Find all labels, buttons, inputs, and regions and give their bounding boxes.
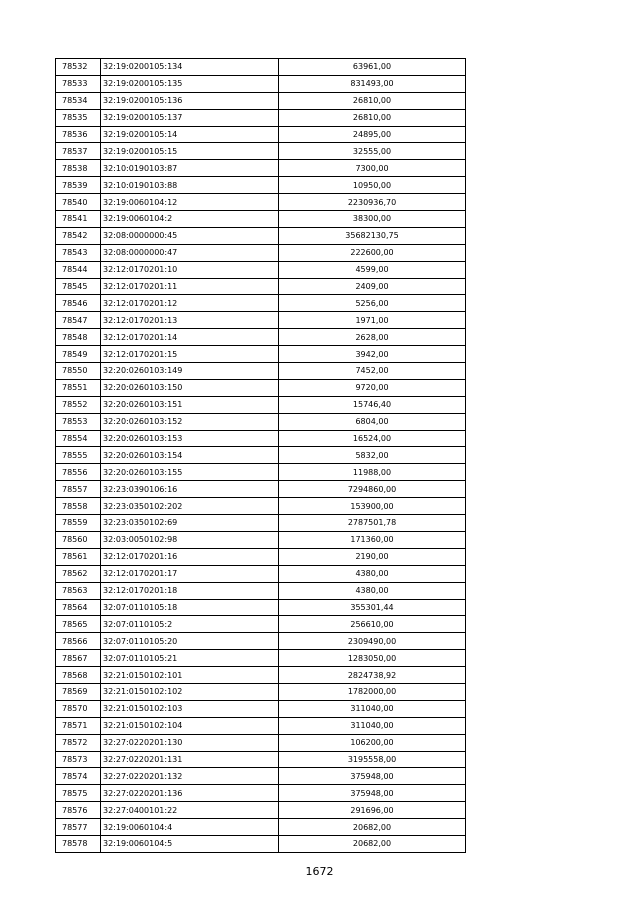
table-row — [56, 768, 466, 785]
table-row — [56, 59, 466, 76]
cadastral-number-cell: 32:08:0000000:45 — [101, 227, 279, 244]
table-row — [56, 802, 466, 819]
row-number-cell: 78543 — [56, 244, 101, 261]
cadastral-value-cell: 7294860,00 — [279, 481, 466, 498]
row-number-cell: 78569 — [56, 683, 101, 700]
cadastral-value-cell: 2309490,00 — [279, 633, 466, 650]
cadastral-number-cell: 32:19:0200105:135 — [101, 75, 279, 92]
row-number-cell: 78532 — [56, 59, 101, 76]
page-number: 1672 — [305, 865, 334, 878]
row-number-cell: 78535 — [56, 109, 101, 126]
table-row — [56, 430, 466, 447]
row-number-cell: 78545 — [56, 278, 101, 295]
cadastral-value-cell: 2409,00 — [279, 278, 466, 295]
cadastral-number-cell: 32:20:0260103:149 — [101, 363, 279, 380]
row-number-cell: 78541 — [56, 211, 101, 228]
row-number-cell: 78565 — [56, 616, 101, 633]
row-number-cell: 78563 — [56, 582, 101, 599]
row-number-cell: 78533 — [56, 75, 101, 92]
cadastral-number-cell: 32:27:0220201:136 — [101, 785, 279, 802]
table-row — [56, 379, 466, 396]
table-row — [56, 126, 466, 143]
cadastral-value-cell: 106200,00 — [279, 734, 466, 751]
cadastral-value-cell: 11988,00 — [279, 464, 466, 481]
row-number-cell: 78559 — [56, 515, 101, 532]
table-row — [56, 734, 466, 751]
table-row — [56, 295, 466, 312]
table-row — [56, 633, 466, 650]
row-number-cell: 78578 — [56, 835, 101, 852]
cadastral-value-cell: 291696,00 — [279, 802, 466, 819]
table-row — [56, 717, 466, 734]
table-row — [56, 515, 466, 532]
row-number-cell: 78568 — [56, 667, 101, 684]
cadastral-number-cell: 32:23:0350102:69 — [101, 515, 279, 532]
cadastral-value-cell: 222600,00 — [279, 244, 466, 261]
cadastral-number-cell: 32:19:0200105:134 — [101, 59, 279, 76]
cadastral-number-cell: 32:21:0150102:102 — [101, 683, 279, 700]
table-body — [56, 59, 466, 853]
table-row — [56, 667, 466, 684]
cadastral-number-cell: 32:10:0190103:87 — [101, 160, 279, 177]
cadastral-number-cell: 32:21:0150102:103 — [101, 700, 279, 717]
row-number-cell: 78555 — [56, 447, 101, 464]
cadastral-number-cell: 32:20:0260103:154 — [101, 447, 279, 464]
table-row — [56, 143, 466, 160]
cadastral-number-cell: 32:07:0110105:18 — [101, 599, 279, 616]
table-row — [56, 565, 466, 582]
cadastral-value-cell: 4380,00 — [279, 582, 466, 599]
table-row — [56, 683, 466, 700]
row-number-cell: 78534 — [56, 92, 101, 109]
cadastral-value-table — [55, 58, 466, 853]
table-row — [56, 464, 466, 481]
cadastral-value-cell: 2230936,70 — [279, 194, 466, 211]
table-row — [56, 447, 466, 464]
row-number-cell: 78567 — [56, 650, 101, 667]
table-row — [56, 751, 466, 768]
cadastral-number-cell: 32:19:0200105:15 — [101, 143, 279, 160]
cadastral-value-cell: 4599,00 — [279, 261, 466, 278]
cadastral-value-cell: 2787501,78 — [279, 515, 466, 532]
row-number-cell: 78544 — [56, 261, 101, 278]
cadastral-number-cell: 32:21:0150102:104 — [101, 717, 279, 734]
table-row — [56, 278, 466, 295]
cadastral-value-cell: 6804,00 — [279, 413, 466, 430]
table-row — [56, 244, 466, 261]
table-row — [56, 194, 466, 211]
row-number-cell: 78546 — [56, 295, 101, 312]
row-number-cell: 78539 — [56, 177, 101, 194]
cadastral-value-cell: 38300,00 — [279, 211, 466, 228]
cadastral-number-cell: 32:12:0170201:10 — [101, 261, 279, 278]
table-row — [56, 177, 466, 194]
cadastral-value-cell: 171360,00 — [279, 531, 466, 548]
cadastral-value-cell: 355301,44 — [279, 599, 466, 616]
row-number-cell: 78556 — [56, 464, 101, 481]
row-number-cell: 78550 — [56, 363, 101, 380]
cadastral-number-cell: 32:12:0170201:16 — [101, 548, 279, 565]
cadastral-value-cell: 24895,00 — [279, 126, 466, 143]
table-row — [56, 329, 466, 346]
row-number-cell: 78571 — [56, 717, 101, 734]
cadastral-number-cell: 32:20:0260103:153 — [101, 430, 279, 447]
cadastral-value-cell: 311040,00 — [279, 717, 466, 734]
cadastral-number-cell: 32:12:0170201:11 — [101, 278, 279, 295]
row-number-cell: 78549 — [56, 346, 101, 363]
row-number-cell: 78547 — [56, 312, 101, 329]
cadastral-number-cell: 32:23:0350102:202 — [101, 498, 279, 515]
cadastral-value-cell: 63961,00 — [279, 59, 466, 76]
cadastral-number-cell: 32:19:0060104:4 — [101, 819, 279, 836]
cadastral-value-cell: 5832,00 — [279, 447, 466, 464]
table-row — [56, 819, 466, 836]
table-row — [56, 75, 466, 92]
table-row — [56, 548, 466, 565]
cadastral-value-cell: 20682,00 — [279, 819, 466, 836]
table-row — [56, 109, 466, 126]
cadastral-number-cell: 32:19:0060104:5 — [101, 835, 279, 852]
row-number-cell: 78566 — [56, 633, 101, 650]
row-number-cell: 78564 — [56, 599, 101, 616]
row-number-cell: 78540 — [56, 194, 101, 211]
cadastral-number-cell: 32:07:0110105:21 — [101, 650, 279, 667]
table-row — [56, 700, 466, 717]
cadastral-number-cell: 32:19:0200105:136 — [101, 92, 279, 109]
cadastral-number-cell: 32:27:0400101:22 — [101, 802, 279, 819]
table-row — [56, 481, 466, 498]
cadastral-value-cell: 256610,00 — [279, 616, 466, 633]
table-row — [56, 160, 466, 177]
cadastral-number-cell: 32:27:0220201:130 — [101, 734, 279, 751]
row-number-cell: 78561 — [56, 548, 101, 565]
cadastral-number-cell: 32:21:0150102:101 — [101, 667, 279, 684]
cadastral-number-cell: 32:10:0190103:88 — [101, 177, 279, 194]
cadastral-value-cell: 311040,00 — [279, 700, 466, 717]
cadastral-value-cell: 15746,40 — [279, 396, 466, 413]
table-row — [56, 363, 466, 380]
cadastral-number-cell: 32:23:0390106:16 — [101, 481, 279, 498]
cadastral-value-cell: 831493,00 — [279, 75, 466, 92]
row-number-cell: 78558 — [56, 498, 101, 515]
row-number-cell: 78548 — [56, 329, 101, 346]
cadastral-value-cell: 7300,00 — [279, 160, 466, 177]
cadastral-value-cell: 7452,00 — [279, 363, 466, 380]
row-number-cell: 78537 — [56, 143, 101, 160]
row-number-cell: 78542 — [56, 227, 101, 244]
cadastral-number-cell: 32:20:0260103:155 — [101, 464, 279, 481]
table-row — [56, 785, 466, 802]
cadastral-number-cell: 32:12:0170201:12 — [101, 295, 279, 312]
row-number-cell: 78536 — [56, 126, 101, 143]
cadastral-value-cell: 1971,00 — [279, 312, 466, 329]
table-row — [56, 211, 466, 228]
cadastral-number-cell: 32:07:0110105:2 — [101, 616, 279, 633]
cadastral-number-cell: 32:12:0170201:13 — [101, 312, 279, 329]
cadastral-number-cell: 32:20:0260103:151 — [101, 396, 279, 413]
cadastral-value-cell: 2824738,92 — [279, 667, 466, 684]
cadastral-value-cell: 16524,00 — [279, 430, 466, 447]
table-row — [56, 227, 466, 244]
cadastral-number-cell: 32:20:0260103:152 — [101, 413, 279, 430]
cadastral-number-cell: 32:19:0060104:12 — [101, 194, 279, 211]
table-row — [56, 498, 466, 515]
cadastral-number-cell: 32:12:0170201:17 — [101, 565, 279, 582]
cadastral-value-cell: 32555,00 — [279, 143, 466, 160]
row-number-cell: 78576 — [56, 802, 101, 819]
cadastral-number-cell: 32:12:0170201:15 — [101, 346, 279, 363]
cadastral-number-cell: 32:12:0170201:18 — [101, 582, 279, 599]
row-number-cell: 78562 — [56, 565, 101, 582]
row-number-cell: 78574 — [56, 768, 101, 785]
cadastral-value-cell: 1283050,00 — [279, 650, 466, 667]
cadastral-number-cell: 32:27:0220201:132 — [101, 768, 279, 785]
row-number-cell: 78560 — [56, 531, 101, 548]
row-number-cell: 78575 — [56, 785, 101, 802]
table-row — [56, 616, 466, 633]
cadastral-value-cell: 375948,00 — [279, 768, 466, 785]
cadastral-number-cell: 32:20:0260103:150 — [101, 379, 279, 396]
cadastral-value-cell: 3195558,00 — [279, 751, 466, 768]
cadastral-value-cell: 35682130,75 — [279, 227, 466, 244]
cadastral-value-cell: 2628,00 — [279, 329, 466, 346]
table-row — [56, 396, 466, 413]
table-row — [56, 413, 466, 430]
row-number-cell: 78577 — [56, 819, 101, 836]
row-number-cell: 78572 — [56, 734, 101, 751]
cadastral-number-cell: 32:19:0200105:14 — [101, 126, 279, 143]
table-row — [56, 92, 466, 109]
cadastral-value-cell: 26810,00 — [279, 109, 466, 126]
row-number-cell: 78553 — [56, 413, 101, 430]
cadastral-number-cell: 32:08:0000000:47 — [101, 244, 279, 261]
cadastral-value-cell: 9720,00 — [279, 379, 466, 396]
row-number-cell: 78570 — [56, 700, 101, 717]
cadastral-value-cell: 10950,00 — [279, 177, 466, 194]
cadastral-value-cell: 153900,00 — [279, 498, 466, 515]
cadastral-value-cell: 3942,00 — [279, 346, 466, 363]
table-row — [56, 582, 466, 599]
table-row — [56, 312, 466, 329]
table-row — [56, 835, 466, 852]
row-number-cell: 78557 — [56, 481, 101, 498]
cadastral-value-cell: 1782000,00 — [279, 683, 466, 700]
cadastral-number-cell: 32:12:0170201:14 — [101, 329, 279, 346]
table-row — [56, 531, 466, 548]
row-number-cell: 78552 — [56, 396, 101, 413]
table-row — [56, 261, 466, 278]
table-row — [56, 599, 466, 616]
cadastral-number-cell: 32:19:0200105:137 — [101, 109, 279, 126]
cadastral-value-cell: 375948,00 — [279, 785, 466, 802]
row-number-cell: 78554 — [56, 430, 101, 447]
cadastral-value-cell: 2190,00 — [279, 548, 466, 565]
cadastral-number-cell: 32:03:0050102:98 — [101, 531, 279, 548]
cadastral-number-cell: 32:19:0060104:2 — [101, 211, 279, 228]
row-number-cell: 78551 — [56, 379, 101, 396]
cadastral-value-cell: 4380,00 — [279, 565, 466, 582]
row-number-cell: 78573 — [56, 751, 101, 768]
cadastral-value-cell: 20682,00 — [279, 835, 466, 852]
table-row — [56, 650, 466, 667]
table-row — [56, 346, 466, 363]
cadastral-value-cell: 5256,00 — [279, 295, 466, 312]
cadastral-number-cell: 32:07:0110105:20 — [101, 633, 279, 650]
cadastral-number-cell: 32:27:0220201:131 — [101, 751, 279, 768]
row-number-cell: 78538 — [56, 160, 101, 177]
cadastral-value-cell: 26810,00 — [279, 92, 466, 109]
